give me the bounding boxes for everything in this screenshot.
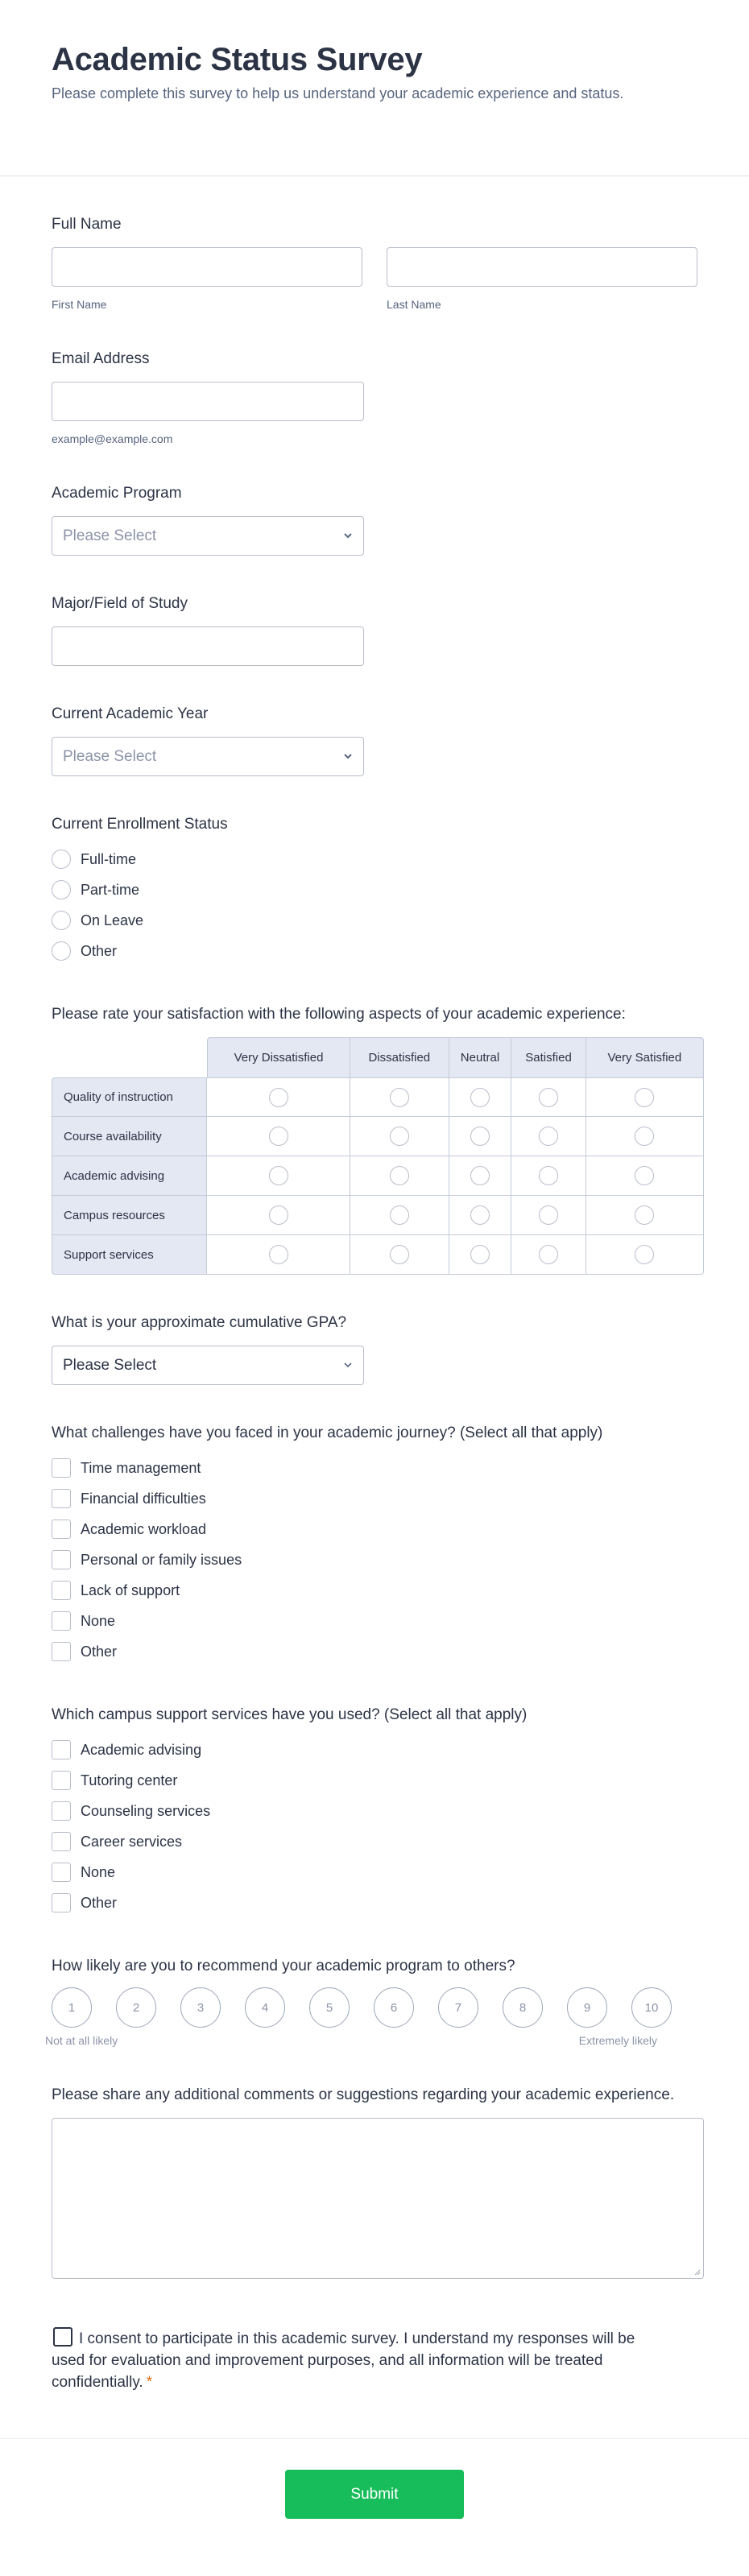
matrix-column-header: Very Satisfied <box>586 1037 704 1077</box>
radio-button[interactable] <box>52 911 71 930</box>
matrix-radio-button[interactable] <box>269 1127 288 1146</box>
service-option-label: Career services <box>81 1833 183 1850</box>
services-label: Which campus support services have you used? (Select all that apply) <box>52 1706 528 1723</box>
matrix-row <box>52 1077 704 1117</box>
challenge-option[interactable] <box>52 1636 697 1667</box>
matrix-cell <box>586 1077 704 1117</box>
matrix-radio-button[interactable] <box>539 1245 558 1264</box>
checkbox[interactable] <box>52 1550 71 1569</box>
full-name-field <box>52 215 697 311</box>
recommend-field <box>45 1957 697 2047</box>
scale-option[interactable]: 7 <box>438 1987 478 2028</box>
matrix-corner <box>52 1037 207 1077</box>
challenge-option[interactable] <box>52 1514 697 1544</box>
matrix-radio-button[interactable] <box>269 1205 288 1225</box>
matrix-radio-button[interactable] <box>635 1245 654 1264</box>
service-option[interactable] <box>52 1826 697 1857</box>
matrix-cell <box>207 1156 350 1196</box>
matrix-radio-button[interactable] <box>539 1088 558 1107</box>
matrix-row <box>52 1235 704 1275</box>
service-option[interactable] <box>52 1735 697 1765</box>
checkbox[interactable] <box>52 1832 71 1851</box>
checkbox[interactable] <box>52 1740 71 1759</box>
first-name-sublabel: First Name <box>52 298 107 311</box>
matrix-cell <box>350 1235 449 1275</box>
last-name-sublabel: Last Name <box>387 298 441 311</box>
matrix-radio-button[interactable] <box>539 1166 558 1185</box>
service-option-label: Tutoring center <box>81 1772 178 1788</box>
service-option-label: Other <box>81 1894 118 1911</box>
matrix-radio-button[interactable] <box>470 1245 490 1264</box>
form-footer <box>0 2438 749 2555</box>
checkbox[interactable] <box>52 1893 71 1912</box>
challenge-option[interactable] <box>52 1544 697 1575</box>
scale-option[interactable]: 4 <box>245 1987 285 2028</box>
comments-textarea[interactable] <box>52 2118 704 2279</box>
academic-year-selected: Please Select <box>63 747 157 765</box>
email-field <box>52 349 697 445</box>
enrollment-option-on-leave[interactable]: On Leave <box>52 905 697 936</box>
matrix-row-label: Quality of instruction <box>52 1077 207 1117</box>
challenge-option[interactable] <box>52 1606 697 1636</box>
checkbox[interactable] <box>52 1863 71 1882</box>
matrix-radio-button[interactable] <box>269 1166 288 1185</box>
scale-option[interactable]: 5 <box>309 1987 350 2028</box>
consent-checkbox[interactable] <box>53 2327 72 2347</box>
matrix-radio-button[interactable] <box>269 1245 288 1264</box>
chevron-down-icon <box>342 530 354 541</box>
matrix-cell <box>511 1077 586 1117</box>
major-input[interactable] <box>52 626 364 666</box>
service-option[interactable] <box>52 1888 697 1918</box>
challenge-option-label: None <box>81 1612 116 1629</box>
academic-year-select[interactable] <box>52 737 364 776</box>
email-input[interactable] <box>52 382 364 421</box>
matrix-cell <box>449 1196 512 1235</box>
major-label: Major/Field of Study <box>52 595 188 612</box>
matrix-radio-button[interactable] <box>269 1088 288 1107</box>
enrollment-option-other[interactable]: Other <box>52 936 697 966</box>
matrix-cell <box>586 1196 704 1235</box>
radio-button[interactable] <box>52 941 71 961</box>
matrix-cell <box>586 1235 704 1275</box>
scale-option[interactable]: 3 <box>180 1987 221 2028</box>
scale-option[interactable]: 8 <box>503 1987 543 2028</box>
matrix-column-header: Satisfied <box>511 1037 586 1077</box>
matrix-cell <box>586 1156 704 1196</box>
service-option-label: Counseling services <box>81 1802 211 1819</box>
form-header <box>0 0 749 176</box>
services-field <box>52 1706 697 1918</box>
matrix-radio-button[interactable] <box>470 1127 490 1146</box>
last-name-input[interactable] <box>387 247 697 287</box>
consent-text: I consent to participate in this academic survey. I understand my responses will be used for evaluation and improvement purposes, and all information will be treated confidentially. <box>52 2330 635 2391</box>
email-label: Email Address <box>52 350 150 367</box>
scale-max-label: Extremely likely <box>578 2034 657 2047</box>
matrix-column-header: Neutral <box>449 1037 512 1077</box>
checkbox[interactable] <box>52 1581 71 1600</box>
recommend-scale <box>52 1987 697 2028</box>
matrix-radio-button[interactable] <box>635 1166 654 1185</box>
gpa-selected: Please Select <box>63 1356 157 1374</box>
service-option[interactable] <box>52 1765 697 1796</box>
scale-option[interactable]: 9 <box>567 1987 607 2028</box>
scale-option[interactable]: 1 <box>52 1987 92 2028</box>
challenge-option[interactable] <box>52 1453 697 1483</box>
challenge-option-label: Time management <box>81 1459 201 1476</box>
matrix-row-label: Academic advising <box>52 1156 207 1196</box>
matrix-cell <box>207 1196 350 1235</box>
chevron-down-icon <box>342 1359 354 1371</box>
matrix-cell <box>207 1235 350 1275</box>
radio-button[interactable] <box>52 850 71 869</box>
gpa-select[interactable] <box>52 1346 364 1385</box>
challenge-option-label: Financial difficulties <box>81 1490 206 1507</box>
academic-program-selected: Please Select <box>63 527 157 544</box>
required-asterisk: * <box>146 2374 153 2391</box>
gpa-label: What is your approximate cumulative GPA? <box>52 1314 347 1331</box>
challenge-option-label: Academic workload <box>81 1520 207 1537</box>
academic-program-field <box>52 484 697 556</box>
submit-button[interactable]: Submit <box>285 2470 464 2519</box>
matrix-cell <box>350 1117 449 1156</box>
comments-label: Please share any additional comments or suggestions regarding your academic experience. <box>52 2086 675 2103</box>
challenges-label: What challenges have you faced in your academic journey? (Select all that apply) <box>52 1424 603 1441</box>
matrix-cell <box>350 1196 449 1235</box>
challenge-option[interactable] <box>52 1575 697 1606</box>
page-subtitle: Please complete this survey to help us understand your academic experience and status. <box>52 85 624 101</box>
matrix-cell <box>350 1156 449 1196</box>
matrix-radio-button[interactable] <box>390 1088 409 1107</box>
matrix-radio-button[interactable] <box>539 1127 558 1146</box>
service-option[interactable] <box>52 1796 697 1826</box>
scale-min-label: Not at all likely <box>45 2034 118 2047</box>
matrix-radio-button[interactable] <box>390 1127 409 1146</box>
major-field <box>52 594 697 666</box>
satisfaction-field <box>52 1005 697 1275</box>
matrix-cell <box>207 1077 350 1117</box>
checkbox[interactable] <box>52 1520 71 1539</box>
challenge-option-label: Other <box>81 1643 118 1660</box>
enrollment-label: Current Enrollment Status <box>52 816 228 833</box>
matrix-column-header: Very Dissatisfied <box>207 1037 350 1077</box>
matrix-cell <box>511 1235 586 1275</box>
page-title: Academic Status Survey <box>52 42 423 77</box>
gpa-field <box>52 1313 697 1385</box>
matrix-row <box>52 1156 704 1196</box>
comments-field <box>52 2086 697 2279</box>
matrix-radio-button[interactable] <box>390 1166 409 1185</box>
email-sublabel: example@example.com <box>52 432 173 445</box>
matrix-cell <box>511 1156 586 1196</box>
challenge-option-label: Personal or family issues <box>81 1551 242 1568</box>
service-option[interactable] <box>52 1857 697 1888</box>
matrix-row-label: Support services <box>52 1235 207 1275</box>
satisfaction-matrix <box>52 1037 704 1275</box>
enrollment-option-part-time[interactable]: Part-time <box>52 875 697 905</box>
enrollment-option-full-time[interactable]: Full-time <box>52 844 697 875</box>
matrix-cell <box>449 1077 512 1117</box>
checkbox[interactable] <box>52 1771 71 1790</box>
matrix-column-header: Dissatisfied <box>350 1037 449 1077</box>
challenges-field <box>52 1424 697 1667</box>
matrix-radio-button[interactable] <box>635 1205 654 1225</box>
academic-program-select[interactable] <box>52 516 364 556</box>
survey-form <box>0 215 749 2393</box>
matrix-cell <box>586 1117 704 1156</box>
academic-year-label: Current Academic Year <box>52 705 209 722</box>
matrix-row <box>52 1117 704 1156</box>
academic-program-label: Academic Program <box>52 485 182 502</box>
recommend-label: How likely are you to recommend your academic program to others? <box>52 1958 515 1974</box>
scale-option[interactable]: 2 <box>116 1987 156 2028</box>
matrix-radio-button[interactable] <box>390 1205 409 1225</box>
first-name-input[interactable] <box>52 247 362 287</box>
matrix-row <box>52 1196 704 1235</box>
matrix-cell <box>449 1117 512 1156</box>
matrix-radio-button[interactable] <box>390 1245 409 1264</box>
matrix-radio-button[interactable] <box>470 1205 490 1225</box>
checkbox[interactable] <box>52 1801 71 1821</box>
service-option-label: Academic advising <box>81 1741 202 1758</box>
challenge-option[interactable] <box>52 1483 697 1514</box>
matrix-cell <box>511 1196 586 1235</box>
matrix-radio-button[interactable] <box>635 1127 654 1146</box>
checkbox[interactable] <box>52 1458 71 1478</box>
matrix-cell <box>207 1117 350 1156</box>
academic-year-field <box>52 705 697 776</box>
service-option-label: None <box>81 1863 116 1880</box>
matrix-radio-button[interactable] <box>635 1088 654 1107</box>
checkbox[interactable] <box>52 1642 71 1661</box>
matrix-radio-button[interactable] <box>539 1205 558 1225</box>
matrix-radio-button[interactable] <box>470 1088 490 1107</box>
matrix-cell <box>449 1235 512 1275</box>
scale-option[interactable]: 10 <box>631 1987 672 2028</box>
consent-field <box>52 2327 664 2393</box>
matrix-row-label: Campus resources <box>52 1196 207 1235</box>
radio-button[interactable] <box>52 880 71 899</box>
resize-handle-icon[interactable] <box>693 2268 701 2276</box>
matrix-row-label: Course availability <box>52 1117 207 1156</box>
matrix-radio-button[interactable] <box>470 1166 490 1185</box>
scale-option[interactable]: 6 <box>374 1987 414 2028</box>
enrollment-field <box>52 815 697 966</box>
matrix-cell <box>350 1077 449 1117</box>
chevron-down-icon <box>342 750 354 762</box>
full-name-label: Full Name <box>52 216 122 233</box>
matrix-cell <box>449 1156 512 1196</box>
matrix-cell <box>511 1117 586 1156</box>
satisfaction-label: Please rate your satisfaction with the following aspects of your academic experience: <box>52 1006 626 1023</box>
checkbox[interactable] <box>52 1489 71 1508</box>
challenge-option-label: Lack of support <box>81 1582 180 1598</box>
checkbox[interactable] <box>52 1611 71 1631</box>
